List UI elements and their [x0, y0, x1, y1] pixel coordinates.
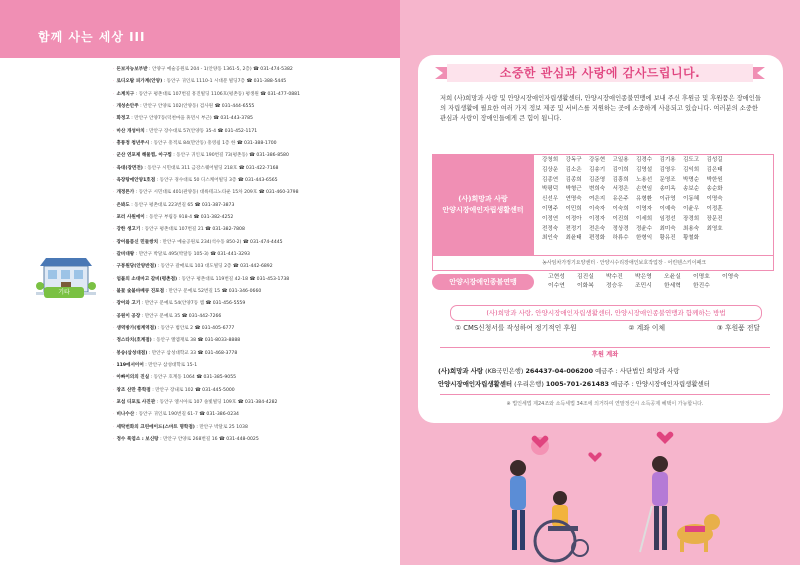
business-phone: ☎ 031-448-0025: [219, 436, 259, 442]
donor-name: 강동현: [589, 157, 606, 163]
business-phone: ☎ 031-385-9055: [196, 375, 237, 381]
business-phone: ☎ 031-442-6892: [232, 264, 273, 270]
business-name: 정스타치(호계점): [116, 338, 152, 344]
donor-name: 하류수: [612, 235, 629, 242]
union-member-name: 조민시: [635, 282, 652, 289]
business-entry: [113, 261, 393, 273]
bullet-icon: ·: [113, 190, 115, 196]
business-phone: ☎ 031-460-3798: [258, 190, 299, 196]
union-member-name: 박은영: [635, 274, 652, 280]
business-address: : 동안구 엘시아로 107 솔빛빌딩 109호: [155, 399, 237, 405]
business-entry: [113, 422, 393, 434]
business-name: 119에서이어: [116, 362, 144, 368]
business-name: 봉송(삼성대점): [116, 350, 148, 356]
account-org: (사)희망과 사랑: [438, 367, 484, 375]
union-label: 안양시장애인종불연맹: [432, 274, 534, 290]
business-entry: [113, 372, 393, 384]
business-address: : 동안구 평촌대로 107번길 흥진빌딩 1106호(평촌동) 평생원: [134, 91, 259, 97]
donor-row: [542, 215, 772, 225]
business-entry: [113, 323, 393, 335]
org-label-line2: 안양시장애인자립생활센터: [442, 206, 524, 214]
business-phone: ☎ 031-422-7168: [238, 165, 279, 171]
donor-name: 정상경: [612, 225, 629, 232]
bullet-icon: ·: [113, 128, 115, 134]
business-phone: ☎ 031-388-1700: [236, 140, 277, 146]
donor-name: 한형익: [636, 235, 653, 242]
donor-name: 장경희: [683, 215, 700, 222]
bullet-icon: ·: [113, 202, 115, 208]
business-address: : 만안구 문예로 35: [140, 313, 181, 319]
donor-name: 노용선: [636, 176, 653, 183]
donor-name: 김이희: [612, 166, 629, 173]
donor-name: 최영호: [706, 225, 723, 232]
bullet-icon: ·: [113, 375, 115, 381]
business-entry: [113, 163, 393, 175]
donor-name: 전정기: [565, 225, 582, 232]
donor-name: 이민희: [565, 205, 582, 212]
donor-name: 이정연: [542, 215, 559, 222]
business-address: : 동안구 시민대로 311 금강스퀘어빌딩 218호: [142, 165, 238, 171]
business-address: : 동안구 귀인로 190번길 73(평촌동): [171, 153, 248, 159]
donor-row: [542, 205, 772, 215]
bullet-icon: ·: [113, 276, 115, 282]
donor-name: 최미숙: [659, 225, 676, 232]
union-member-name: 이명호: [693, 274, 710, 280]
business-entry: [113, 175, 393, 187]
account-holder: 예금주 : 사단법인 희망과 사랑: [595, 367, 680, 375]
donor-name: 이숙자: [589, 205, 606, 212]
bullet-icon: ·: [113, 412, 115, 418]
donor-name: 이동혜: [683, 196, 700, 203]
business-entry: [113, 89, 393, 101]
business-name: 돈보자능보부받: [116, 67, 148, 72]
business-entry: [113, 224, 393, 236]
donor-name: 이정훈: [706, 205, 723, 212]
building-label: 기타: [44, 287, 84, 298]
donor-name: 여은지: [589, 196, 606, 203]
method-items: [455, 322, 760, 332]
donor-name: 이정자: [589, 215, 606, 222]
business-address: : 만안구 장내로 102: [150, 387, 194, 393]
business-entry: [113, 311, 393, 323]
business-phone: ☎ 031-442-7266: [181, 313, 222, 319]
business-name: 포러 사원에이: [116, 214, 145, 220]
bullet-icon: ·: [113, 350, 115, 356]
business-entry: [113, 348, 393, 360]
account-row: [438, 365, 773, 378]
business-phone: ☎ 031-386-8580: [249, 153, 289, 159]
union-row: [548, 273, 778, 282]
business-phone: ☎ 031-456-5559: [205, 301, 246, 307]
donor-name: 김영설: [636, 166, 653, 173]
donor-name: 서정은: [612, 186, 629, 193]
donor-name: 이정아: [565, 215, 582, 222]
donor-name: 이윤우: [683, 205, 700, 212]
business-address: : 만안구 문예로 52번길 15: [164, 288, 221, 294]
people-illustration: [470, 426, 770, 565]
donor-row: [542, 234, 772, 244]
donor-name: 송보순: [683, 186, 700, 193]
donor-name: 이영자: [636, 205, 653, 212]
business-name: 장어와 고기: [116, 301, 141, 307]
business-phone: ☎ 031-452-1171: [217, 128, 258, 134]
donor-name: 편정화: [589, 235, 606, 242]
business-entry: [113, 64, 393, 76]
business-name: 개성손안주: [116, 103, 139, 109]
method-item: ③ 후원품 전달: [716, 324, 760, 332]
account-rows: [438, 365, 773, 391]
business-address: : 동안구 경수대로 50 디스케어빌딩 3층: [155, 177, 237, 183]
bullet-icon: ·: [113, 79, 115, 85]
business-entry: [113, 212, 393, 224]
donor-name: 송미옥: [659, 186, 676, 193]
business-phone: ☎ 031-453-1738: [249, 276, 290, 282]
donor-row: [542, 195, 772, 205]
business-phone: ☎ 031-8033-8888: [197, 338, 241, 344]
business-name: 마산 개성아치: [116, 128, 145, 134]
bullet-icon: ·: [113, 288, 115, 294]
donor-name: 이규영: [659, 196, 676, 203]
bullet-icon: ·: [113, 67, 115, 72]
business-address: : 만안구 박달로 25 1038: [194, 424, 248, 430]
bullet-icon: ·: [113, 325, 115, 331]
donor-name: 김영우: [659, 166, 676, 173]
bullet-icon: ·: [113, 362, 115, 368]
donor-name: 송순화: [706, 186, 723, 193]
union-member-name: 이화복: [577, 282, 594, 289]
union-row: [548, 282, 778, 291]
business-name: 은봐도: [116, 202, 130, 208]
divider: [440, 394, 770, 395]
business-phone: ☎ 031-474-4445: [242, 239, 283, 245]
business-address: : 동안구 귀인로 190번길 61-7: [134, 412, 198, 418]
business-entry: [113, 360, 393, 372]
donor-name: 이숙희: [612, 205, 629, 212]
business-name: 포섬 디포토 사진관: [116, 399, 156, 405]
business-address: : 동안구 평촌대로 119번길 42-18: [177, 276, 249, 282]
donor-name: 김은태: [706, 166, 723, 173]
bullet-icon: ·: [113, 436, 115, 442]
business-entry: [113, 237, 393, 249]
org-label-box: [432, 154, 534, 256]
union-member-name: 한진수: [693, 282, 710, 289]
business-entry: [113, 409, 393, 421]
account-title: 후원 계좌: [591, 351, 619, 358]
business-entry: [113, 335, 393, 347]
business-entry: [113, 113, 393, 125]
union-member-name: 김진실: [577, 274, 594, 280]
business-phone: ☎ 031-346-0660: [221, 288, 262, 294]
bullet-icon: ·: [113, 338, 115, 344]
business-entry: [113, 286, 393, 298]
bullet-icon: ·: [113, 177, 115, 183]
business-phone: ☎ 031-405-6777: [194, 325, 235, 331]
donor-name: 임정선: [659, 215, 676, 222]
business-name: 생역방가(범계역점): [116, 325, 157, 331]
method-item: ① CMS신청서를 작성하여 정기적인 후원: [455, 324, 577, 332]
bullet-icon: ·: [113, 153, 115, 159]
donor-name: 박한원: [706, 176, 723, 183]
donor-name: 이명숙: [706, 196, 723, 203]
donor-name: 변희숙: [589, 186, 606, 193]
union-member-name: 한세혁: [664, 282, 681, 289]
business-entry: [113, 200, 393, 212]
business-name: 정수 폭염소 : 보신탕: [116, 436, 159, 442]
account-number: 1005-701-261483: [545, 380, 609, 388]
donor-row: [542, 156, 772, 166]
donor-name: 유은주: [612, 196, 629, 203]
donor-name: 최윤태: [565, 235, 582, 242]
business-name: 갈비대왕: [116, 251, 135, 257]
business-entry: [113, 76, 393, 88]
donor-row: [542, 166, 772, 176]
business-address: : 만안구 예술공원로 234(석수동 850-2): [158, 239, 242, 245]
donor-name: 김종희: [565, 176, 582, 183]
donor-name: 문영조: [659, 176, 676, 183]
bullet-icon: ·: [113, 424, 115, 430]
business-address: : 안양구 예술공원로 204 - 1(안양동 1361-5, 2층): [147, 67, 252, 72]
donor-name: 김소은: [565, 166, 582, 173]
donor-name: 김종연: [542, 176, 559, 183]
donor-name: 이세희: [636, 215, 653, 222]
donor-row: [542, 225, 772, 235]
donor-name: 황유진: [659, 235, 676, 242]
union-names: [548, 273, 778, 290]
donor-name: 장문진: [706, 215, 723, 222]
business-entry: [113, 274, 393, 286]
business-address: : 만안구 삼성대학로 15-1: [143, 362, 198, 368]
business-phone: ☎ 031-384-4282: [237, 399, 278, 405]
donor-name: 김흥희: [612, 176, 629, 183]
business-name: 세탁번화의 크린에이드(스마트 명학점): [116, 424, 195, 430]
donor-name: 김준영: [589, 176, 606, 183]
business-name: 흥통정 청년주시: [116, 140, 150, 146]
donor-name: 김경수: [636, 157, 653, 163]
business-name: 로디오탐 피가계(안양): [116, 79, 163, 85]
bullet-icon: ·: [113, 251, 115, 257]
business-address: : 만안구 안양로 268번길 16: [158, 436, 218, 442]
business-address: : 만안구 문예로 54(안양7동 엠: [140, 301, 205, 307]
donor-name: 최인숙: [542, 235, 559, 242]
donor-name: 박형근: [565, 186, 582, 193]
donor-name: 이명주: [542, 205, 559, 212]
business-phone: ☎ 031-387-3873: [194, 202, 235, 208]
account-row: [438, 378, 773, 391]
union-member-name: 이수연: [548, 282, 565, 289]
bullet-icon: ·: [113, 91, 115, 97]
business-address: : 동안구 평촌대로 107번길 21: [140, 227, 204, 233]
business-phone: ☎ 031-477-0881: [260, 91, 301, 97]
intro-text: 저희 (사)희망과 사랑 및 안양시장애인자립생활센터, 안양시장애인종불연맹에 보내 주신 후원금 및 후원품은 장애인들의 자립생활에 필요한 여러 가지 정보 제공 및 서비스를 지원하는 곳에 소중하게 사용되고 있습니다. 여러분의 소중한 관심과 사랑이 장애인들에게 큰 힘이 됩니다.: [440, 95, 761, 122]
business-name: 화정고: [116, 116, 130, 122]
bullet-icon: ·: [113, 399, 115, 405]
donor-name: 신선우: [542, 196, 559, 203]
business-phone: ☎ 031-474-5382: [253, 67, 293, 72]
business-name: 불꽃 숯불바베큐 진포점: [116, 288, 165, 294]
union-member-name: 박수진: [606, 274, 623, 280]
business-name: 비나수산: [116, 412, 135, 418]
donor-name: 박명순: [683, 176, 700, 183]
tax-notice: ※ 법인세법 제24조와 소득세법 34조에 의거하여 연말정산시 소득공제 혜택이 가능합니다.: [506, 401, 704, 407]
business-name: 아빠이의의 진실: [116, 375, 150, 381]
business-phone: ☎ 031-468-3778: [197, 350, 238, 356]
donor-name: 이예숙: [659, 205, 676, 212]
donor-name: 손현임: [636, 186, 653, 193]
donor-name: 이진희: [612, 215, 629, 222]
donor-name: 강청희: [542, 157, 559, 163]
business-phone: ☎ 031-386-0234: [199, 412, 239, 418]
business-list: [113, 64, 393, 446]
business-name: 구봉원당(안양반점): [116, 264, 157, 270]
business-entry: [113, 187, 393, 199]
business-phone: ☎ 031-443-3785: [213, 116, 253, 122]
method-item: ② 계좌 이체: [628, 324, 666, 332]
org-footer: 농사임차가정기요양센터 · 안양시수리장애인보호작업장 · 어린텐스키이패크: [542, 260, 707, 266]
business-entry: [113, 126, 393, 138]
donor-name: 유형환: [636, 196, 653, 203]
business-name: 장어를품신 민들쌍치: [116, 239, 159, 245]
account-org: 안양시장애인자립생활센터: [438, 380, 513, 388]
bullet-icon: ·: [113, 227, 115, 233]
donor-name: 박평덕: [542, 186, 559, 193]
donor-names: [542, 156, 772, 244]
business-phone: ☎ 031-382-7808: [205, 227, 245, 233]
bullet-icon: ·: [113, 165, 115, 171]
donor-name: 김상운: [542, 166, 559, 173]
business-address: : 만안구 장수대로 57(안양동 35-4: [144, 128, 216, 134]
business-address: : 동안구 범안로 2: [156, 325, 194, 331]
bullet-icon: ·: [113, 116, 115, 122]
business-entry: [113, 101, 393, 113]
business-entry: [113, 150, 393, 162]
bullet-icon: ·: [113, 387, 115, 393]
union-member-name: 정승우: [606, 282, 623, 289]
business-phone: ☎ 031-388-5445: [246, 79, 287, 85]
donor-name: 연명숙: [565, 196, 582, 203]
business-name: 창조 산만 흥학점: [116, 387, 151, 393]
business-entry: [113, 249, 393, 261]
business-address: : 동안구 부림동 918-4: [144, 214, 193, 220]
donor-name: 김성길: [706, 157, 723, 163]
bullet-icon: ·: [113, 301, 115, 307]
donor-name: 정윤수: [636, 225, 653, 232]
business-address: : 만안구 안양로 102(안양동) 검사원: [138, 103, 214, 109]
union-member-name: 고현성: [548, 274, 565, 280]
business-address: : 동안구 귀인로 1110-1 시대분 빌딩7층: [162, 79, 245, 85]
bullet-icon: ·: [113, 313, 115, 319]
donor-name: 전정숙: [542, 225, 559, 232]
business-name: 육장탕에안양1호점: [116, 177, 156, 183]
business-name: 엄불의 소대마고 갈비(평촌점): [116, 276, 178, 282]
business-address: : 동안구 갈매로로 103 대도빌딩 2층: [156, 264, 232, 270]
bullet-icon: ·: [113, 103, 115, 109]
org-label-line1: (사)희망과 사랑: [458, 195, 508, 203]
business-name: 강한 생고기: [116, 227, 141, 233]
card-title: 소중한 관심과 사랑에 감사드립니다.: [499, 66, 701, 80]
union-member-name: 이영숙: [722, 274, 739, 280]
business-phone: ☎ 031-445-5000: [195, 387, 235, 393]
donor-name: 김익희: [683, 166, 700, 173]
business-name: 육대(장면전): [116, 165, 143, 171]
business-phone: ☎ 031-443-6565: [237, 177, 278, 183]
donor-name: 김도고: [683, 157, 700, 163]
account-number: 264437-04-006200: [525, 367, 594, 375]
donor-name: 전은숙: [589, 225, 606, 232]
account-bank: (우리은행): [514, 380, 544, 388]
account-holder: 예금주 : 안양시장애인자립생활센터: [611, 380, 710, 388]
business-entry: [113, 434, 393, 446]
business-entry: [113, 298, 393, 310]
donor-row: [542, 185, 772, 195]
bullet-icon: ·: [113, 140, 115, 146]
business-name: 공원이 공장: [116, 313, 141, 319]
donor-name: 강독구: [565, 157, 582, 163]
divider: [440, 347, 770, 348]
business-address: : 만안구 박달로 495(박달동 105-3): [134, 251, 209, 257]
business-address: : 동안구 평촌대로 223번길 65: [129, 202, 194, 208]
business-phone: ☎ 031-444-6555: [214, 103, 255, 109]
business-name: 개정튼가: [116, 190, 135, 196]
donor-name: 황철화: [683, 235, 700, 242]
section-title: 함께 사는 세상 III: [38, 30, 146, 44]
method-title: (사)희망과 사랑, 안양시장애인자립생활센터, 안양시장애인종불연맹과 함께하는 방법: [450, 305, 762, 321]
bullet-icon: ·: [113, 264, 115, 270]
account-bank: (KB국민은행): [485, 367, 524, 375]
bullet-icon: ·: [113, 239, 115, 245]
bullet-icon: ·: [113, 214, 115, 220]
donor-name: 최용숙: [683, 225, 700, 232]
business-name: 군산 연포제 해물찜, 아구찜: [116, 153, 172, 159]
donor-name: 김송기: [589, 166, 606, 173]
business-address: : 동안구 시민대로 401(관양동) 대륙테크노타운 15차 209호: [134, 190, 258, 196]
business-entry: [113, 138, 393, 150]
business-address: : 만안구 안양7동(덕천마을 휴먼시 부근): [129, 116, 212, 122]
business-phone: ☎ 031-382-4252: [193, 214, 234, 220]
business-address: : 동안구 엘엠재로 38: [151, 338, 197, 344]
business-phone: ☎ 031-441-3293: [210, 251, 250, 257]
business-address: : 동안구 호계동 1064: [149, 375, 195, 381]
business-name: 소계치구: [116, 91, 135, 97]
union-member-name: 오윤실: [664, 274, 681, 280]
business-address: : 만안구 삼성대학교 33: [147, 350, 197, 356]
business-entry: [113, 385, 393, 397]
donor-name: 김기용: [659, 157, 676, 163]
business-entry: [113, 397, 393, 409]
business-address: : 동안구 흥적로 84(만안동) 흥영쉼 1층 한: [149, 140, 236, 146]
donor-name: 고일용: [612, 157, 629, 163]
donor-row: [542, 176, 772, 186]
